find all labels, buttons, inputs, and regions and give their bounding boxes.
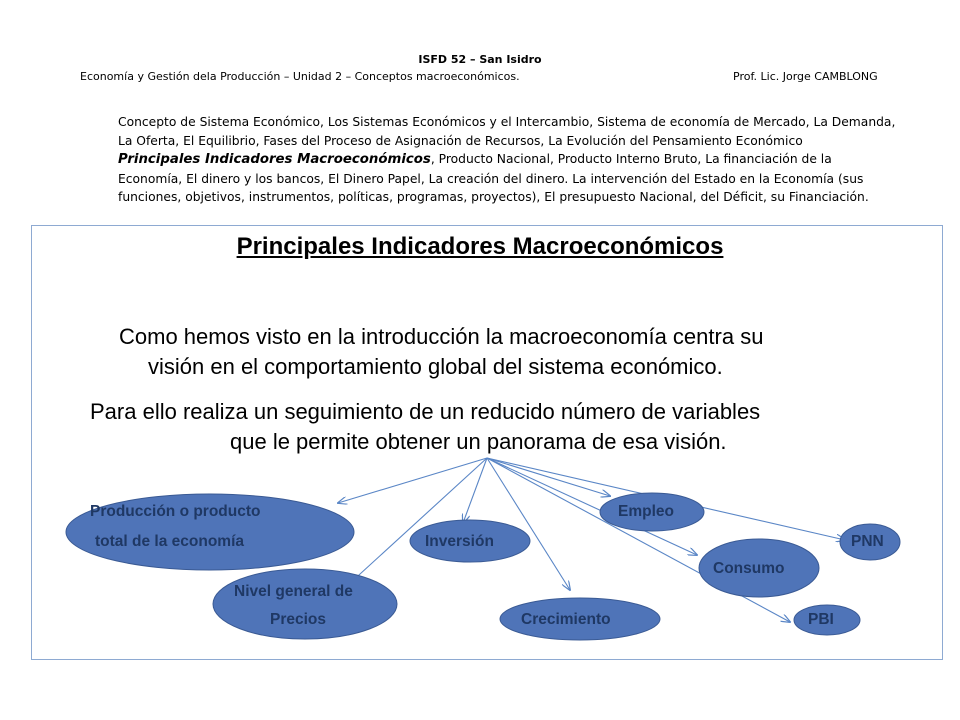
node-consumo-label: Consumo xyxy=(713,560,785,577)
topics-line-4: Economía, El dinero y los bancos, El Dinero Papel, La creación del dinero. La intervención del Estado en la Economía (sus xyxy=(118,171,864,186)
node-precios-label-2: Precios xyxy=(270,611,327,628)
node-empleo-label: Empleo xyxy=(618,503,674,520)
node-inversion-label: Inversión xyxy=(425,533,494,550)
node-crecimiento-label: Crecimiento xyxy=(521,611,611,628)
topics-line-2: La Oferta, El Equilibrio, Fases del Proceso de Asignación de Recursos, La Evolución del Pensamiento Económico xyxy=(118,133,803,148)
node-produccion-label-2: total de la economía xyxy=(95,533,245,550)
arrow-to-inversion xyxy=(463,458,487,523)
paragraph-2-line-2: que le permite obtener un panorama de esa visión. xyxy=(230,429,727,454)
slide-title: Principales Indicadores Macroeconómicos xyxy=(236,233,724,260)
paragraph-1-line-2: visión en el comportamiento global del sistema económico. xyxy=(148,354,723,379)
arrow-to-empleo xyxy=(487,458,610,496)
node-produccion-label-1: Producción o producto xyxy=(90,503,261,520)
professor-header: Prof. Lic. Jorge CAMBLONG xyxy=(733,70,878,83)
paragraph-2-line-1: Para ello realiza un seguimiento de un reducido número de variables xyxy=(90,399,761,424)
subject-header: Economía y Gestión dela Producción – Unidad 2 – Conceptos macroeconómicos. xyxy=(80,70,520,83)
topics-line-3-rest: , Producto Nacional, Producto Interno Bruto, La financiación de la xyxy=(430,152,832,166)
arrow-to-produccion xyxy=(338,458,487,503)
paragraph-1-line-1: Como hemos visto en la introducción la macroeconomía centra su xyxy=(119,324,764,349)
node-pnn-label: PNN xyxy=(851,533,884,550)
topics-line-5: funciones, objetivos, instrumentos, políticas, programas, proyectos), El presupuesto Nacional, del Déficit, su Financiación. xyxy=(118,190,869,204)
node-precios-label-1: Nivel general de xyxy=(234,583,353,600)
school-header: ISFD 52 – San Isidro xyxy=(418,53,542,66)
current-topic-highlight: Principales Indicadores Macroeconómicos xyxy=(118,152,431,167)
topics-line-1: Concepto de Sistema Económico, Los Sistemas Económicos y el Intercambio, Sistema de economía de Mercado, La Demanda, xyxy=(118,115,896,129)
node-pbi-label: PBI xyxy=(808,611,834,628)
